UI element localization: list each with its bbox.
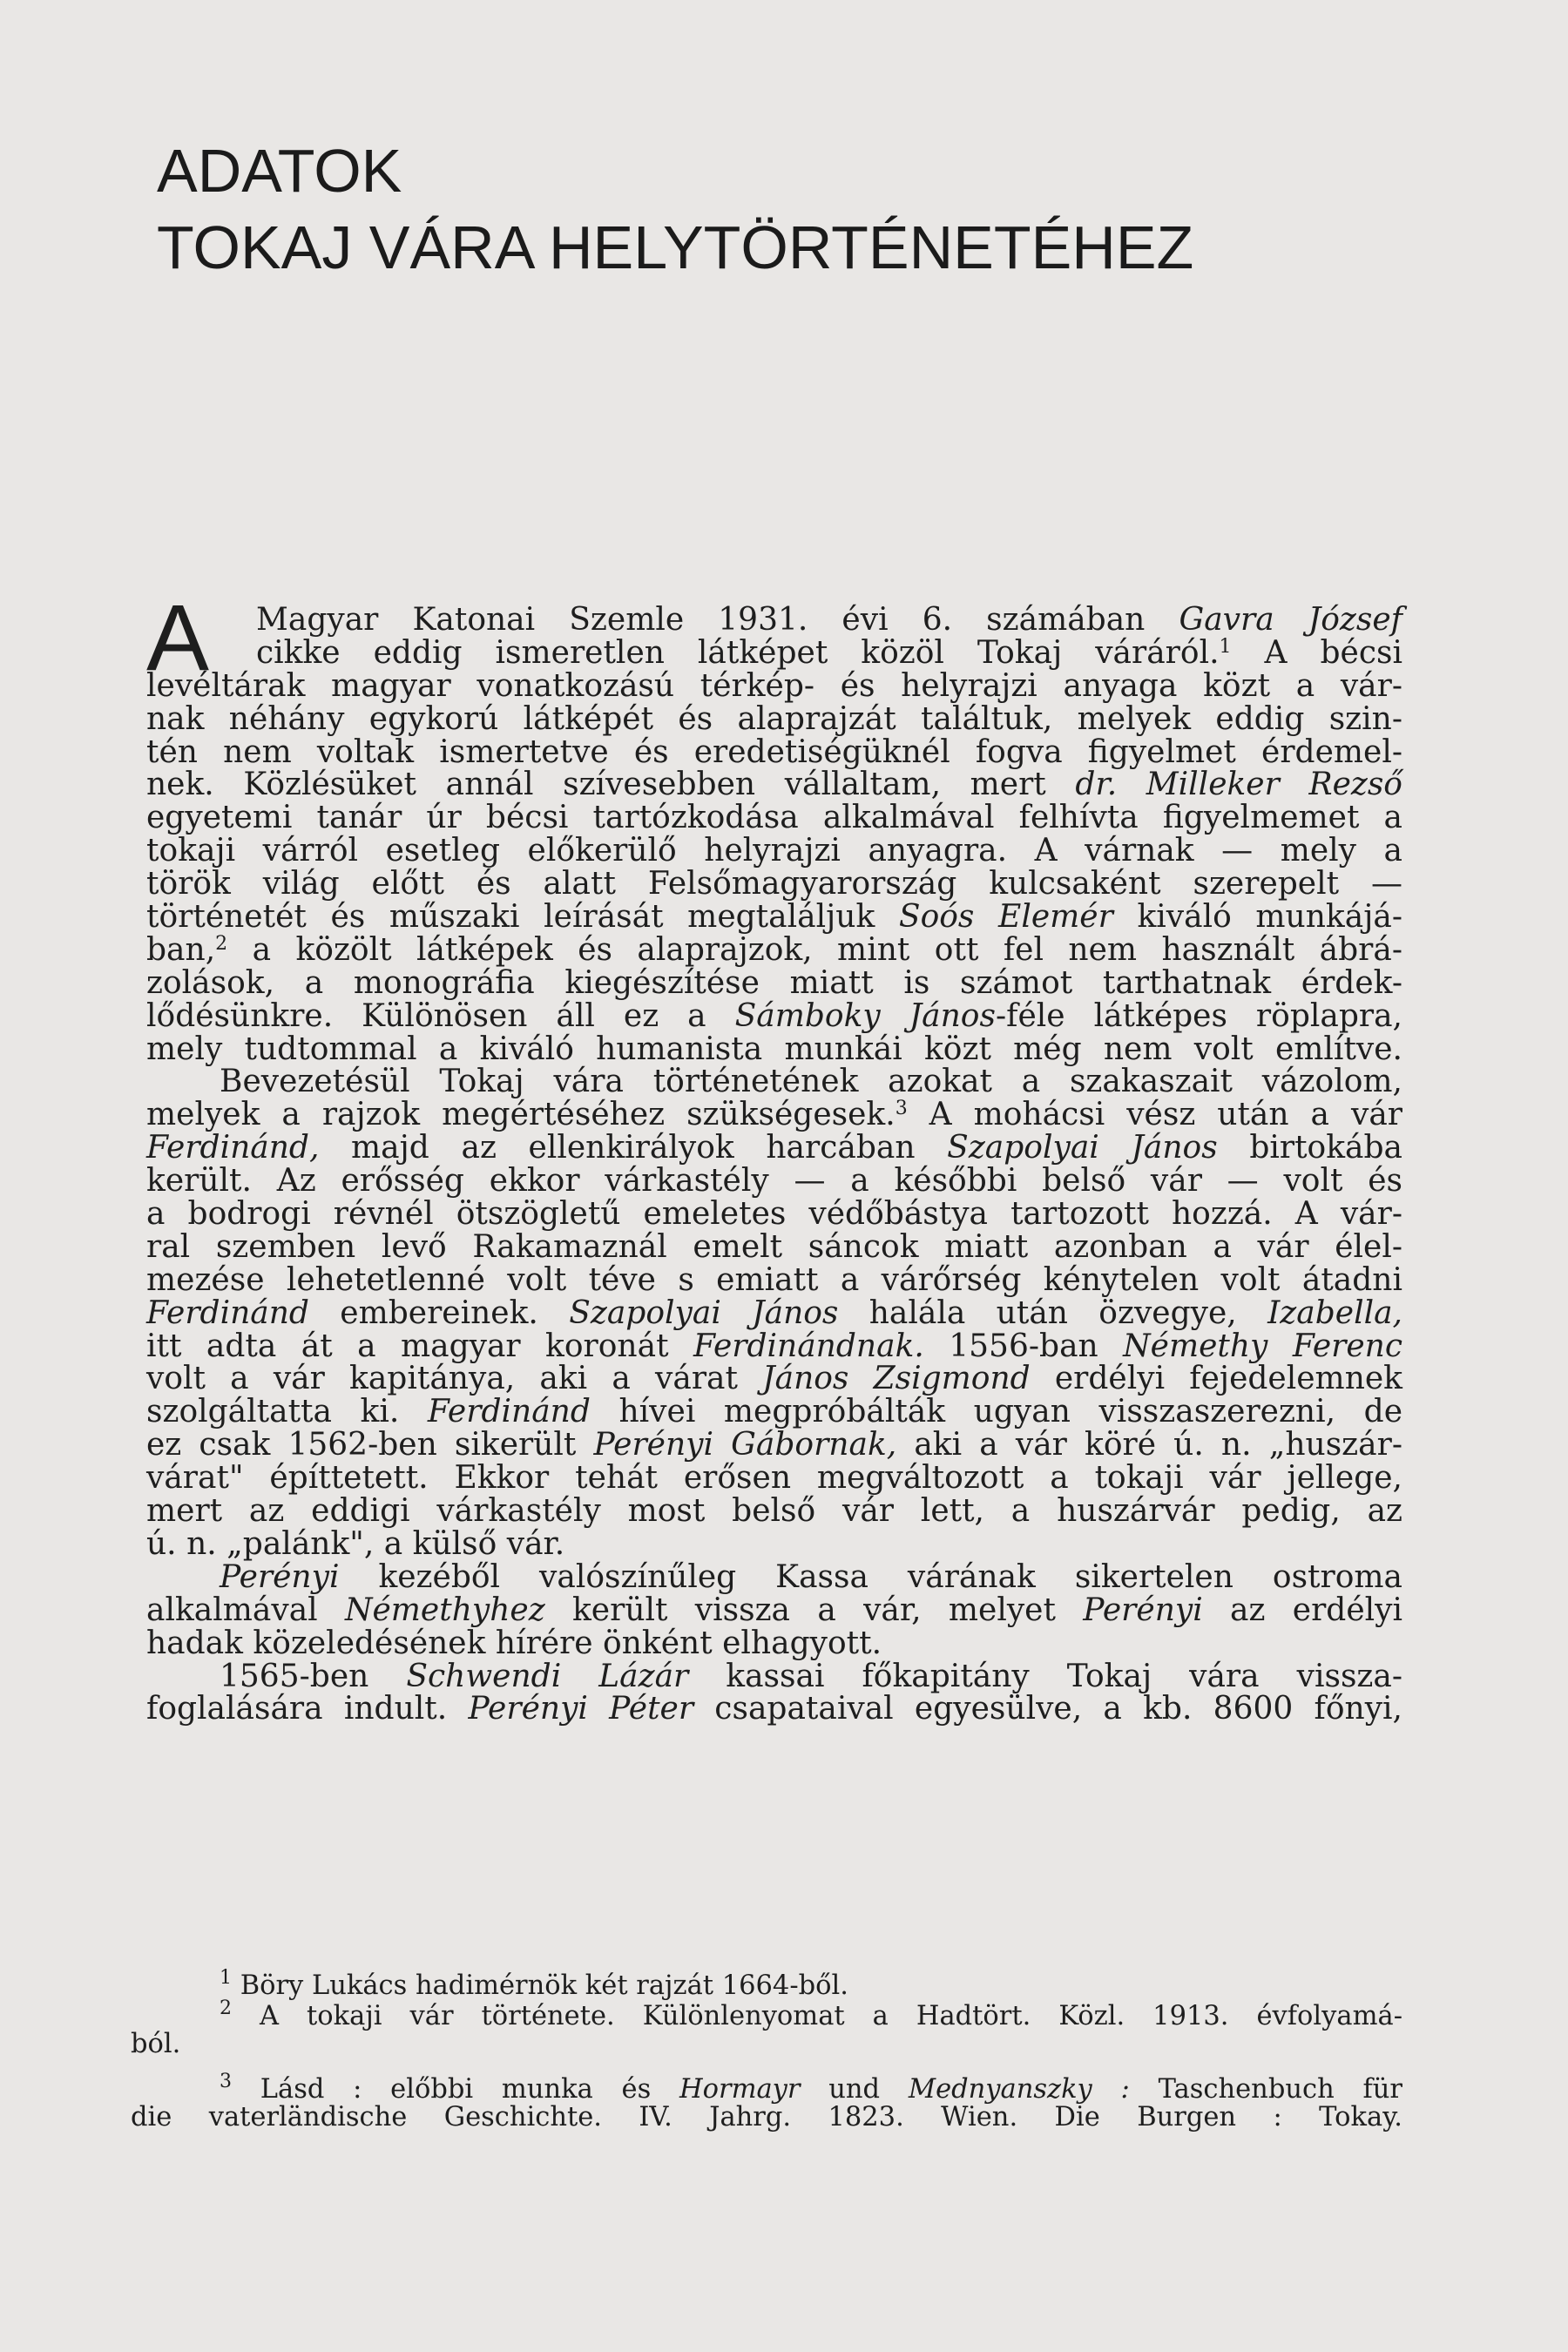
text-line: ez csak 1562-ben sikerült Perényi Gábornak, aki a vár köré ú. n. „huszár- (146, 1427, 1402, 1463)
text-line: ban,$^2$ a közölt látképek és alaprajzok, mint ott fel nem használt ábrá- (146, 931, 1402, 968)
text-line: mely tudtommal a kiváló humanista munkái közt még nem volt említve. (146, 1031, 1402, 1067)
text-line: várat" építtetett. Ekkor tehát erősen megváltozott a tokaji vár jellege, (146, 1460, 1402, 1497)
title-line-2: TOKAJ VÁRA HELYTÖRTÉNETÉHEZ (157, 213, 1194, 281)
text-line: török világ előtt és alatt Felsőmagyarország kulcsaként szerepelt — (146, 866, 1402, 902)
text-line: ú. n. „palánk", a külső vár. (146, 1525, 565, 1562)
text-line: levéltárak magyar vonatkozású térkép- és helyrajzi anyaga közt a vár- (146, 667, 1402, 704)
drop-cap: A (146, 585, 210, 690)
text-line: foglalására indult. Perényi Péter csapataival egyesülve, a kb. 8600 főnyi, (146, 1691, 1403, 1727)
text-line: nak néhány egykorú látképét és alaprajzát találtuk, melyek eddig szin- (146, 700, 1402, 737)
text-line: itt adta át a magyar koronát Ferdinándnak. 1556-ban Némethy Ferenc (146, 1328, 1402, 1364)
text-line: egyetemi tanár úr bécsi tartózkodása alkalmával felhívta figyelmemet a (146, 800, 1402, 836)
text-line: zolások, a monográfia kiegészítése miatt is számot tarthatnak érdek- (146, 964, 1402, 1001)
footnote-3-cont: die vaterländische Geschichte. IV. Jahrg. 1823. Wien. Die Burgen : Tokay. (131, 2102, 1402, 2132)
text-line: alkalmával Némethyhez került vissza a vár, melyet Perényi az erdélyi (146, 1592, 1402, 1628)
text-line: 1565-ben Schwendi Lázár kassai főkapitány Tokaj vára vissza- (220, 1658, 1403, 1694)
text-line: nek. Közlésüket annál szívesebben vállaltam, mert dr. Milleker Rezső (146, 767, 1402, 803)
text-line: hadak közeledésének hírére önként elhagyott. (146, 1625, 882, 1661)
footnote-ref: 1 (1219, 635, 1232, 658)
text-line: a bodrogi révnél ötszögletű emeletes védőbástya tartozott hozzá. A vár- (146, 1196, 1402, 1233)
text-line: Ferdinánd, majd az ellenkirályok harcában Szapolyai János birtokába (146, 1130, 1403, 1166)
text-line: Perényi kezéből valószínűleg Kassa várának sikertelen ostroma (220, 1558, 1402, 1595)
text-line: volt a vár kapitánya, aki a várat János Zsigmond erdélyi fejedelemnek (146, 1361, 1402, 1397)
text-line: Ferdinánd embereinek. Szapolyai János halála után özvegye, Izabella, (146, 1294, 1402, 1331)
article-title (157, 132, 1193, 286)
article-body (146, 585, 1403, 1727)
title-line-1: ADATOK (157, 137, 402, 205)
text-line: mezése lehetetlenné volt téve s emiatt a várőrség kénytelen volt átadni (146, 1261, 1402, 1298)
text-line: szolgáltatta ki. Ferdinánd hívei megpróbálták ugyan visszaszerezni, de (146, 1394, 1403, 1430)
footnote-2-cont: ból. (131, 2029, 181, 2059)
footnote-2: $^2$ A tokaji vár története. Különlenyomat a Hadtört. Közl. 1913. évfolyamá- (220, 1997, 1402, 2031)
text-line: lődésünkre. Különösen áll ez a Sámboky János-féle látképes röplapra, (146, 997, 1402, 1034)
footnote-ref: 2 (215, 932, 228, 955)
footnote-1: $^1$ Böry Lukács hadimérnök két rajzát 1664-ből. (220, 1967, 848, 2001)
text-line: került. Az erősség ekkor várkastély — a későbbi belső vár — volt és (146, 1163, 1402, 1200)
text-line: ral szemben levő Rakamaznál emelt sáncok miatt azonban a vár élel- (146, 1228, 1402, 1265)
text-line: mert az eddigi várkastély most belső vár lett, a huszárvár pedig, az (146, 1493, 1402, 1530)
text-line: történetét és műszaki leírását megtaláljuk Soós Elemér kiváló munkájá- (146, 899, 1402, 936)
text-line: tokaji várról esetleg előkerülő helyrajzi anyagra. A várnak — mely a (146, 833, 1402, 869)
text-line: Magyar Katonai Szemle 1931. évi 6. számában Gavra József (256, 602, 1402, 638)
footnote-ref: 3 (895, 1098, 908, 1120)
footnote-3: $^3$ Lásd : előbbi munka és Hormayr und Mednyanszky : Taschenbuch für (220, 2071, 1402, 2105)
text-line: tén nem voltak ismertetve és eredetiségüknél fogva figyelmet érdemel- (146, 733, 1402, 770)
text-line: Bevezetésül Tokaj vára történetének azokat a szakaszait vázolom, (220, 1064, 1402, 1100)
footnotes (131, 1967, 1402, 2132)
text-line: melyek a rajzok megértéséhez szükségesek.$^3$ A mohácsi vész után a vár (146, 1097, 1402, 1133)
text-line: cikke eddig ismeretlen látképet közöl Tokaj váráról.$^1$ A bécsi (256, 634, 1402, 671)
